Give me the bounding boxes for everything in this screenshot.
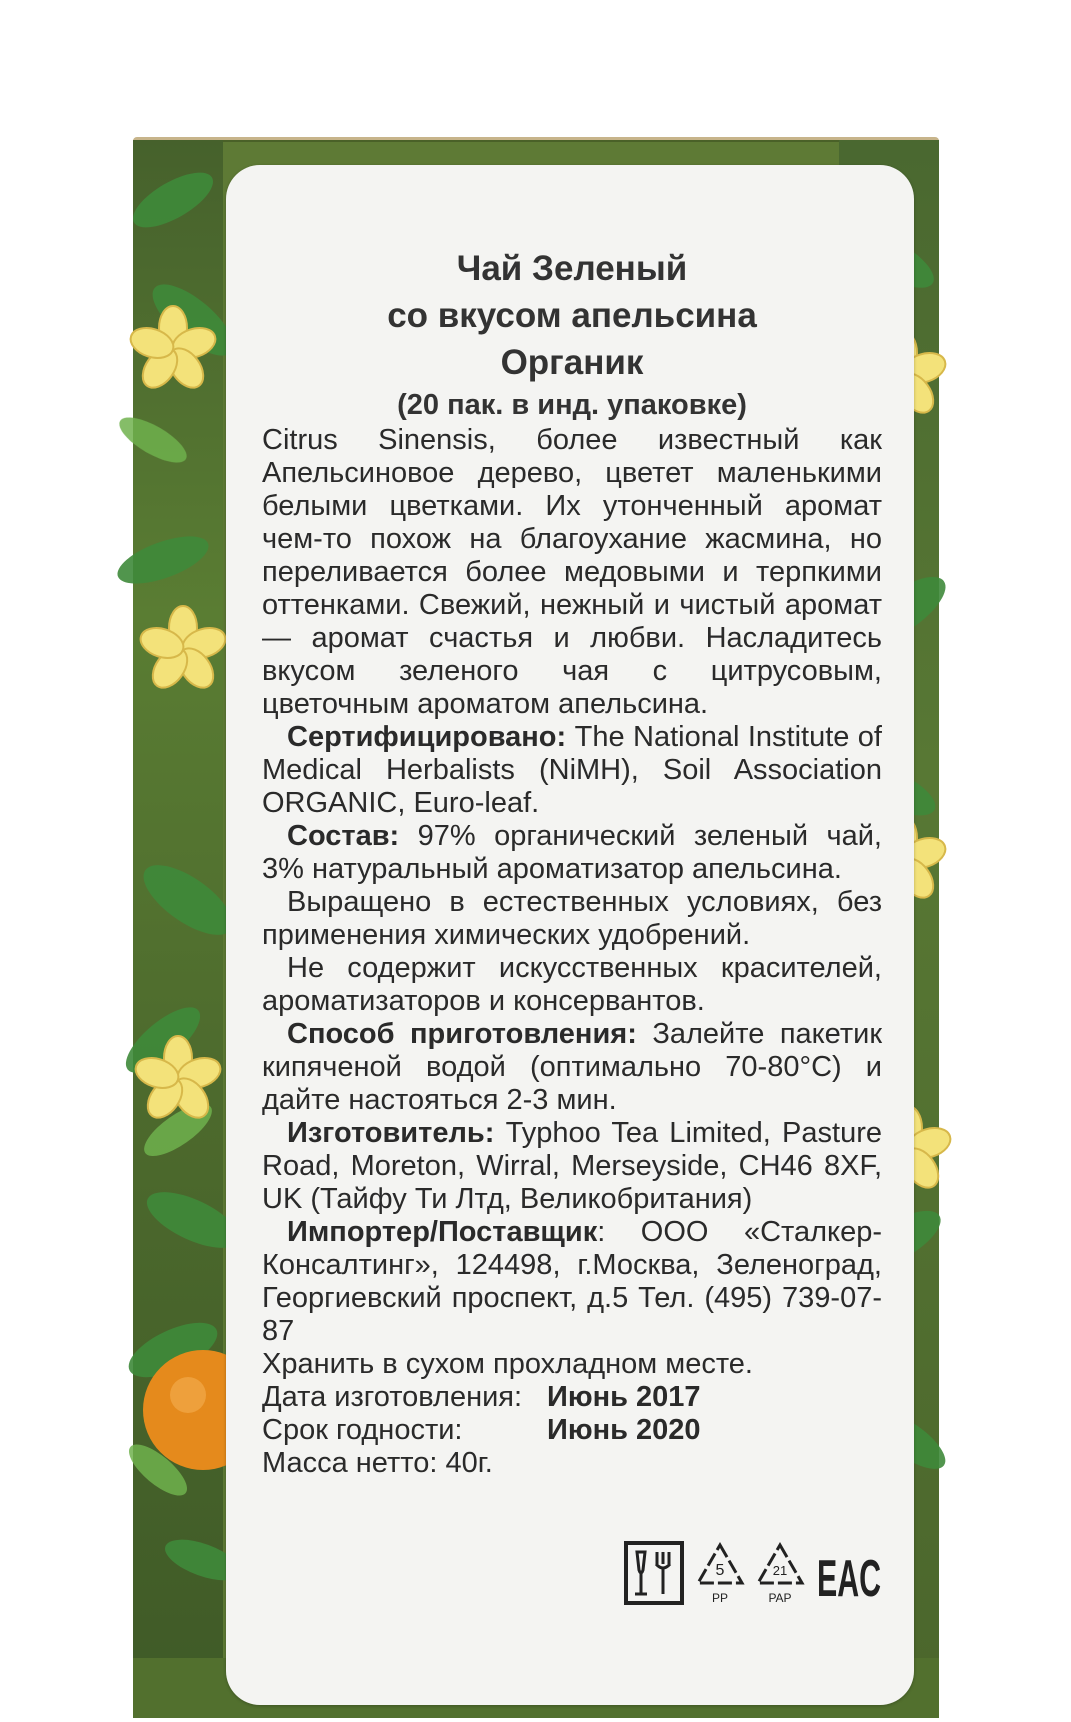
eac-mark-icon	[815, 1535, 883, 1610]
recycle-pp-number: 5	[715, 1561, 725, 1579]
certification-symbols	[623, 1535, 883, 1610]
importer	[262, 1216, 882, 1348]
product-title-line2: со вкусом апельсина	[387, 296, 757, 335]
manufacturer	[262, 1117, 882, 1216]
manufacture-date	[262, 1381, 882, 1414]
certification	[262, 721, 882, 820]
recycle-pap-label: PAP	[768, 1590, 792, 1605]
product-title-line3: Органик	[500, 343, 644, 382]
expiry-value: Июнь 2020	[547, 1414, 701, 1446]
product-title-line1: Чай Зеленый	[456, 249, 688, 288]
composition-label: Состав:	[287, 820, 400, 852]
manufacture-date-value: Июнь 2017	[547, 1381, 701, 1413]
importer-label: Импортер/Поставщик	[287, 1216, 598, 1248]
preparation	[262, 1018, 882, 1117]
manufacturer-label: Изготовитель:	[287, 1117, 495, 1149]
food-safe-glass-fork-icon	[623, 1535, 685, 1610]
no-additives-note: Не содержит искусственных красителей, ароматизаторов и консервантов.	[262, 952, 882, 1017]
importer-value: : ООО «Сталкер-Консалтинг», 124498, г.Москва, Зеленоград, Георгиевский проспект, д.5 Тел. (495) 739-07-87	[262, 1216, 882, 1347]
net-weight: Масса нетто: 40г.	[262, 1447, 493, 1479]
grown-note: Выращено в естественных условиях, без применения химических удобрений.	[262, 886, 882, 951]
eac-mark-text: EAC	[816, 1549, 881, 1608]
certified-label: Сертифицировано:	[287, 721, 567, 753]
preparation-value: Залейте пакетик кипяченой водой (оптимально 70-80°С) и дайте настояться 2-3 мин.	[262, 1018, 883, 1116]
preparation-label: Способ приготовления:	[287, 1018, 637, 1050]
recycle-pap-number: 21	[773, 1562, 788, 1578]
composition-value: 97% органический зеленый чай, 3% натуральный ароматизатор апельсина.	[262, 820, 882, 885]
recycle-pap-icon	[754, 1535, 806, 1610]
manufacture-date-label: Дата изготовления:	[262, 1381, 523, 1413]
label-content	[262, 245, 882, 1480]
expiry-label: Срок годности:	[262, 1414, 463, 1446]
composition	[262, 820, 882, 886]
storage-note: Хранить в сухом прохладном месте.	[262, 1348, 753, 1380]
expiry-date	[262, 1414, 882, 1447]
description: Citrus Sinensis, более известный как Апельсиновое дерево, цветет маленькими белыми цветками. Их утонченный аромат чем-то похож на благоухание жасмина, но переливается более медовыми и терпкими оттенками. Свежий, нежный и чистый аромат — аромат счастья и любви. Насладитесь вкусом зеленого чая с цитрусовым, цветочным ароматом апельсина.	[262, 424, 882, 720]
package-count: (20 пак. в инд. упаковке)	[397, 389, 747, 421]
recycle-pp-icon	[694, 1535, 746, 1610]
recycle-pp-label: PP	[711, 1590, 728, 1605]
certified-value: The National Institute of Medical Herbalists (NiMH), Soil Association ORGANIC, Euro-leaf.	[262, 721, 882, 819]
manufacturer-value: Typhoo Tea Limited, Pasture Road, Moreton, Wirral, Merseyside, CH46 8XF, UK (Тайфу Ти Лтд, Великобритания)	[262, 1117, 882, 1215]
